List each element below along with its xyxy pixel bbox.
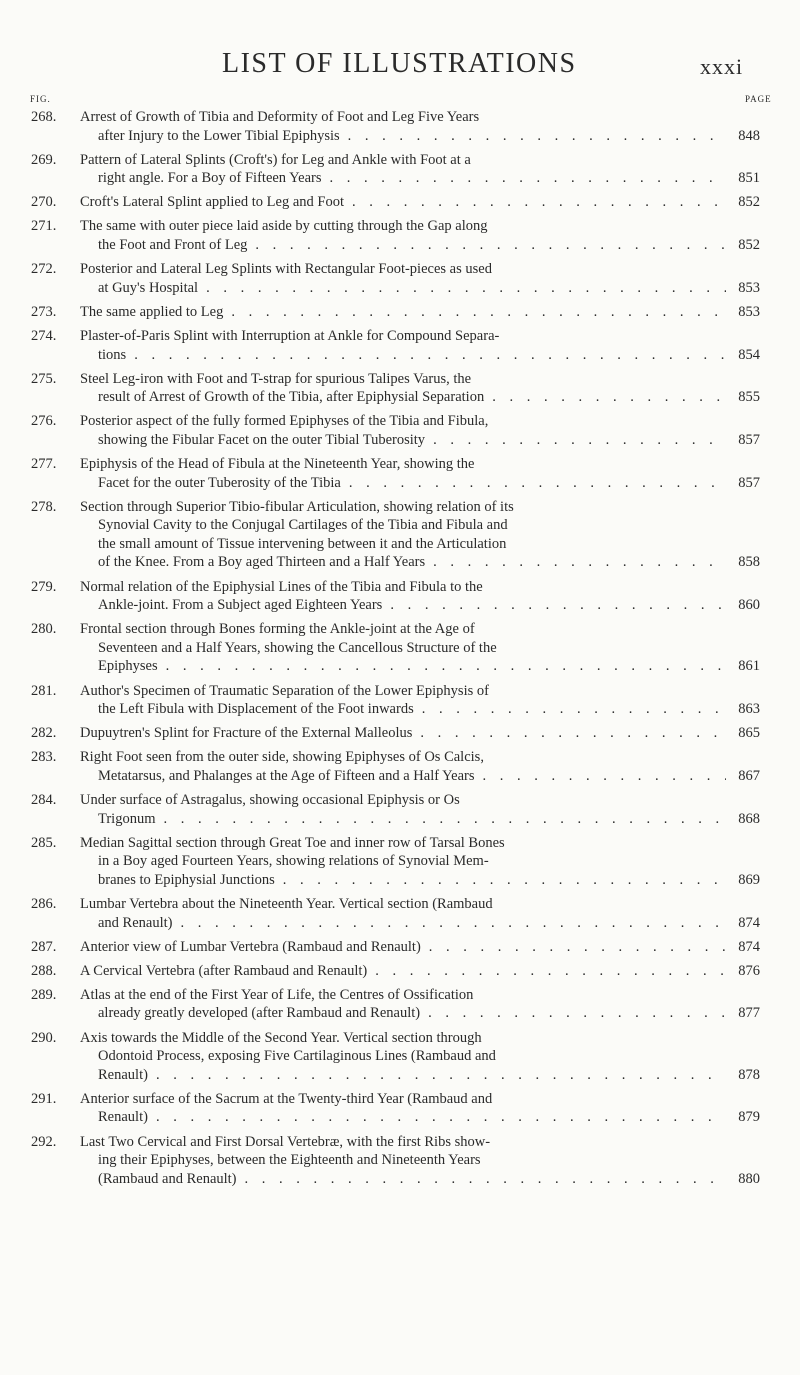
figure-number: 288. [31, 962, 57, 979]
figure-caption [80, 151, 760, 188]
header-page-number: xxxi [700, 54, 744, 79]
page-number: 865 [738, 725, 760, 742]
figure-number: 290. [31, 1029, 57, 1046]
caption-text: already greatly developed (after Rambaud and Renault) [98, 1005, 421, 1022]
caption-line [80, 986, 760, 1005]
figure-number: 277. [31, 456, 57, 472]
caption-line [80, 1108, 760, 1127]
dot-leader [155, 810, 726, 829]
dot-leader [341, 474, 726, 493]
figure-number: 292. [31, 1133, 57, 1150]
caption-line [80, 370, 760, 389]
caption-line [80, 748, 760, 767]
figure-number: 276. [31, 413, 57, 430]
caption-line [80, 260, 760, 279]
caption-line [80, 895, 760, 914]
caption-line [80, 412, 760, 431]
dot-leader [237, 1170, 726, 1189]
caption-text: A Cervical Vertebra (after Rambaud and Renault) [80, 962, 368, 979]
figure-number: 282. [31, 725, 57, 742]
dot-leader [484, 388, 726, 407]
list-entry [0, 370, 800, 407]
figure-caption [80, 260, 760, 297]
page-number: 858 [738, 554, 760, 571]
caption-line [80, 303, 760, 322]
list-entry [0, 260, 800, 297]
caption-text: Section through Superior Tibio-fibular Articulation, showing relation of its [80, 498, 514, 515]
caption-line [80, 810, 760, 829]
list-entry [0, 682, 800, 719]
caption-line [80, 553, 760, 572]
caption-text: Lumbar Vertebra about the Nineteenth Year. Vertical section (Rambaud [80, 895, 493, 912]
figure-caption [80, 1029, 760, 1085]
dot-leader [158, 657, 726, 676]
figure-number: 283. [31, 749, 57, 766]
dot-leader [173, 914, 727, 933]
page-number: 877 [738, 1005, 760, 1022]
dot-leader [420, 1004, 726, 1023]
caption-line [80, 1004, 760, 1023]
page-number: 848 [738, 127, 760, 144]
figure-caption [80, 217, 760, 254]
list-entry [0, 1090, 800, 1127]
figure-caption [80, 834, 760, 890]
figure-caption [80, 682, 760, 719]
dot-leader [198, 279, 726, 298]
caption-text: Epiphyses [98, 658, 158, 675]
page-column-heading: PAGE [745, 94, 772, 104]
caption-text: Posterior aspect of the fully formed Epiphyses of the Tibia and Fibula, [80, 413, 489, 430]
figure-caption [80, 455, 760, 492]
list-entry [0, 217, 800, 254]
list-entry [0, 412, 800, 449]
caption-line [80, 767, 760, 786]
figure-number: 291. [31, 1090, 57, 1107]
caption-line [80, 1066, 760, 1085]
caption-text: Croft's Lateral Splint applied to Leg and Foot [80, 194, 344, 211]
caption-line [80, 474, 760, 493]
figure-number: 271. [31, 218, 57, 235]
list-entry [0, 791, 800, 828]
caption-text: right angle. For a Boy of Fifteen Years [98, 170, 322, 187]
list-entry [0, 986, 800, 1023]
figure-caption [80, 327, 760, 364]
figure-caption [80, 986, 760, 1023]
caption-line [80, 1029, 760, 1048]
list-entry [0, 724, 800, 743]
figure-number: 272. [31, 261, 57, 278]
figure-caption [80, 1133, 760, 1189]
caption-line [80, 620, 760, 639]
figure-number: 270. [31, 194, 57, 211]
dot-leader [247, 236, 726, 255]
caption-text: The same applied to Leg [80, 303, 224, 320]
figure-number: 284. [31, 792, 57, 808]
figure-caption [80, 498, 760, 572]
figure-caption [80, 724, 760, 743]
dot-leader [475, 767, 727, 786]
caption-text: Anterior surface of the Sacrum at the Twenty-third Year (Rambaud and [80, 1090, 493, 1107]
dot-leader [322, 169, 726, 188]
caption-line [80, 388, 760, 407]
figure-caption [80, 938, 760, 957]
page-number: 868 [738, 810, 760, 827]
dot-leader [382, 596, 726, 615]
figure-caption [80, 620, 760, 676]
caption-line [80, 455, 760, 474]
figure-caption [80, 108, 760, 145]
figure-number: 287. [31, 938, 57, 955]
page-number: 857 [738, 431, 760, 448]
figure-caption [80, 748, 760, 785]
dot-leader [344, 193, 726, 212]
caption-text: showing the Fibular Facet on the outer Tibial Tuberosity [98, 431, 426, 448]
caption-text: Anterior view of Lumbar Vertebra (Rambaud and Renault) [80, 938, 421, 955]
dot-leader [148, 1108, 726, 1127]
figure-caption [80, 303, 760, 322]
caption-line [80, 682, 760, 701]
dot-leader [421, 938, 726, 957]
caption-line [80, 724, 760, 743]
page-number: 854 [738, 346, 760, 363]
caption-line [80, 1090, 760, 1109]
caption-line [80, 498, 760, 517]
caption-line [80, 193, 760, 212]
list-entry [0, 1133, 800, 1189]
caption-text: Ankle-joint. From a Subject aged Eighteen Years [98, 597, 383, 614]
caption-text: branes to Epiphysial Junctions [98, 871, 275, 888]
figure-number: 279. [31, 578, 57, 595]
caption-text: Atlas at the end of the First Year of Life, the Centres of Ossification [80, 986, 474, 1003]
caption-text: Metatarsus, and Phalanges at the Age of Fifteen and a Half Years [98, 767, 475, 784]
figure-number: 281. [31, 682, 57, 699]
caption-text: and Renault) [98, 914, 173, 931]
page-number: 880 [738, 1170, 760, 1187]
page-number: 874 [738, 914, 760, 931]
page-number: 874 [738, 938, 760, 955]
list-entry [0, 327, 800, 364]
caption-text: of the Knee. From a Boy aged Thirteen and a Half Years [98, 554, 426, 571]
figure-number: 278. [31, 498, 57, 515]
caption-line [80, 914, 760, 933]
caption-text: ing their Epiphyses, between the Eighteenth and Nineteenth Years [98, 1152, 481, 1169]
list-entry [0, 151, 800, 188]
header-title: LIST OF ILLUSTRATIONS [222, 48, 577, 79]
figure-number: 275. [31, 370, 57, 387]
caption-line [80, 1170, 760, 1189]
caption-text: Posterior and Lateral Leg Splints with Rectangular Foot-pieces as used [80, 261, 492, 278]
list-entry [0, 498, 800, 572]
figure-number: 268. [31, 109, 57, 125]
figure-caption [80, 962, 760, 981]
caption-line [80, 657, 760, 676]
list-entry [0, 895, 800, 932]
dot-leader [367, 962, 726, 981]
caption-text: Renault) [98, 1066, 148, 1083]
dot-leader [126, 346, 726, 365]
caption-line [80, 346, 760, 365]
list-entry [0, 303, 800, 322]
list-entry [0, 748, 800, 785]
list-entry [0, 455, 800, 492]
caption-text: Median Sagittal section through Great Toe and inner row of Tarsal Bones [80, 834, 505, 851]
page-number: 853 [738, 279, 760, 296]
dot-leader [425, 553, 726, 572]
caption-text: Author's Specimen of Traumatic Separation of the Lower Epiphysis of [80, 682, 489, 699]
caption-text: the Foot and Front of Leg [98, 237, 248, 254]
caption-text: Pattern of Lateral Splints (Croft's) for Leg and Ankle with Foot at a [80, 151, 471, 168]
figure-number: 274. [31, 327, 57, 344]
page-number: 869 [738, 871, 760, 888]
figure-number: 286. [31, 895, 57, 912]
caption-text: Plaster-of-Paris Splint with Interruption at Ankle for Compound Separa- [80, 327, 500, 344]
page-number: 863 [738, 701, 760, 718]
caption-line [80, 108, 760, 127]
page-number: 876 [738, 962, 760, 979]
caption-line [80, 279, 760, 298]
caption-text: (Rambaud and Renault) [98, 1170, 237, 1187]
caption-line [80, 871, 760, 890]
caption-line [80, 578, 760, 597]
caption-text: Frontal section through Bones forming the Ankle-joint at the Age of [80, 621, 475, 638]
caption-line [80, 1133, 760, 1152]
page-number: 852 [738, 237, 760, 254]
caption-text: after Injury to the Lower Tibial Epiphysis [98, 127, 340, 144]
page-number: 852 [738, 194, 760, 211]
caption-line [80, 151, 760, 170]
caption-line [80, 217, 760, 236]
list-entry [0, 834, 800, 890]
list-entry [0, 108, 800, 145]
caption-line [80, 236, 760, 255]
dot-leader [414, 700, 726, 719]
fig-column-heading: FIG. [30, 94, 51, 104]
caption-text: the Left Fibula with Displacement of the Foot inwards [98, 701, 414, 718]
page-number: 861 [738, 658, 760, 675]
dot-leader [223, 303, 726, 322]
caption-line [80, 791, 760, 810]
caption-text: Trigonum [98, 810, 156, 827]
figure-caption [80, 791, 760, 828]
caption-text: Axis towards the Middle of the Second Year. Vertical section through [80, 1029, 482, 1046]
page-number: 879 [738, 1109, 760, 1126]
list-entry [0, 962, 800, 981]
caption-text: in a Boy aged Fourteen Years, showing relations of Synovial Mem- [98, 853, 489, 870]
figure-caption [80, 193, 760, 212]
caption-line [80, 1151, 760, 1170]
caption-text: Dupuytren's Splint for Fracture of the External Malleolus [80, 725, 413, 742]
page-number: 860 [738, 597, 760, 614]
figure-caption [80, 578, 760, 615]
page-number: 867 [738, 767, 760, 784]
caption-text: Epiphysis of the Head of Fibula at the Nineteenth Year, showing the [80, 456, 475, 472]
figure-caption [80, 1090, 760, 1127]
caption-line [80, 834, 760, 853]
caption-line [80, 431, 760, 450]
page-number: 878 [738, 1066, 760, 1083]
page-number: 851 [738, 170, 760, 187]
figure-caption [80, 895, 760, 932]
caption-text: result of Arrest of Growth of the Tibia, after Epiphysial Separation [98, 389, 485, 406]
caption-line [80, 596, 760, 615]
caption-line [80, 327, 760, 346]
caption-text: Seventeen and a Half Years, showing the Cancellous Structure of the [98, 639, 497, 656]
dot-leader [340, 127, 726, 146]
figure-number: 289. [31, 986, 57, 1003]
caption-line [80, 1047, 760, 1066]
figure-caption [80, 370, 760, 407]
caption-line [80, 535, 760, 554]
page-number: 853 [738, 303, 760, 320]
caption-text: Arrest of Growth of Tibia and Deformity of Foot and Leg Five Years [80, 109, 480, 125]
caption-line [80, 516, 760, 535]
dot-leader [425, 431, 726, 450]
caption-text: Facet for the outer Tuberosity of the Tibia [98, 474, 341, 491]
dot-leader [275, 871, 726, 890]
running-header [0, 44, 800, 84]
figure-number: 285. [31, 834, 57, 851]
caption-text: Last Two Cervical and First Dorsal Vertebræ, with the first Ribs show- [80, 1133, 491, 1150]
caption-text: Renault) [98, 1109, 148, 1126]
caption-line [80, 962, 760, 981]
illustration-list [0, 108, 800, 1194]
list-entry [0, 1029, 800, 1085]
caption-line [80, 639, 760, 658]
caption-text: Synovial Cavity to the Conjugal Cartilages of the Tibia and Fibula and [98, 517, 508, 534]
caption-text: the small amount of Tissue intervening between it and the Articulation [98, 535, 507, 552]
caption-text: tions [98, 346, 127, 363]
page-number: 857 [738, 474, 760, 491]
list-entry [0, 193, 800, 212]
list-entry [0, 620, 800, 676]
caption-line [80, 127, 760, 146]
caption-line [80, 852, 760, 871]
figure-caption [80, 412, 760, 449]
caption-text: at Guy's Hospital [98, 279, 199, 296]
figure-number: 280. [31, 621, 57, 638]
figure-number: 269. [31, 151, 57, 168]
caption-text: Right Foot seen from the outer side, showing Epiphyses of Os Calcis, [80, 749, 484, 766]
list-entry [0, 578, 800, 615]
caption-line [80, 169, 760, 188]
caption-text: Under surface of Astragalus, showing occasional Epiphysis or Os [80, 792, 460, 808]
dot-leader [148, 1066, 726, 1085]
dot-leader [412, 724, 726, 743]
caption-text: The same with outer piece laid aside by cutting through the Gap along [80, 218, 488, 235]
caption-text: Normal relation of the Epiphysial Lines of the Tibia and Fibula to the [80, 578, 483, 595]
caption-line [80, 938, 760, 957]
list-entry [0, 938, 800, 957]
caption-line [80, 700, 760, 719]
caption-text: Odontoid Process, exposing Five Cartilaginous Lines (Rambaud and [98, 1048, 496, 1065]
figure-number: 273. [31, 303, 57, 320]
caption-text: Steel Leg-iron with Foot and T-strap for spurious Talipes Varus, the [80, 370, 472, 387]
page-number: 855 [738, 389, 760, 406]
